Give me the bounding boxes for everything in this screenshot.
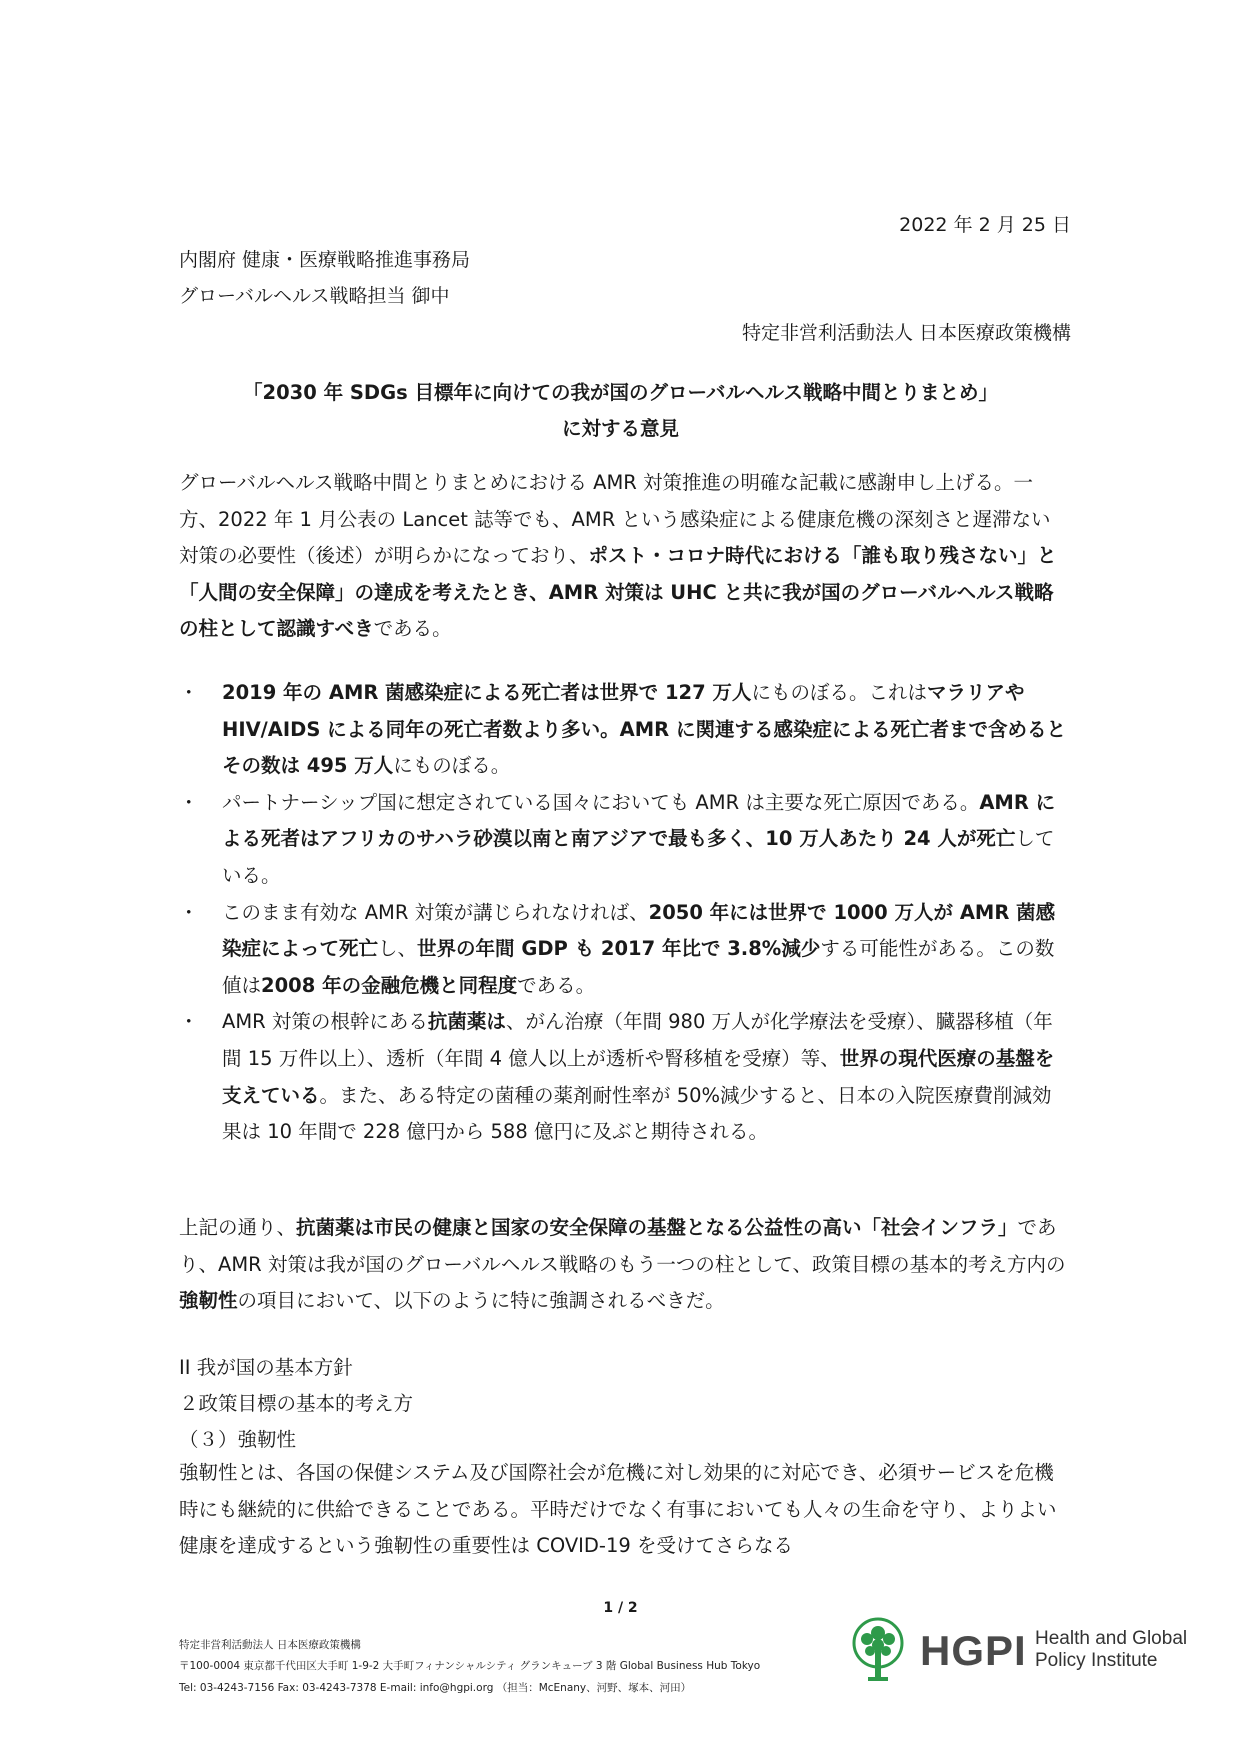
- bullet-3-bold-1: 2050 年には世界で 1000 万人が AMR 菌感染症によって死亡: [222, 900, 1056, 961]
- intro-bold: ポスト・コロナ時代における「誰も取り残さない」と「人間の安全保障」の達成を考えたとき、AMR 対策は UHC と共に我が国のグローバルヘルス戦略の柱として認識すべき: [179, 544, 1057, 641]
- section-body: 強靭性とは、各国の保健システム及び国際社会が危機に対し効果的に対応でき、必須サービスを危機時にも継続的に供給できることである。平時だけでなく有事においても人々の生命を守り、よりよい健康を達成するという強靭性の重要性は COVID-19 を受けてさらなる: [179, 1461, 1057, 1558]
- intro-text-1: グローバルヘルス戦略中間とりまとめにおける AMR 対策推進の明確な記載に感謝申し上げる。一方、2022 年 1 月公表の Lancet 誌等でも、AMR という感染症による健康危機の深刻さと遅滞ない対策の必要性（後述）が明らかになっており、: [179, 471, 1051, 568]
- bullet-3-text-1: このまま有効な AMR 対策が講じられなければ、: [222, 900, 649, 924]
- footer-address: 〒100-0004 東京都千代田区大手町 1-9-2 大手町フィナンシャルシティ グランキューブ 3 階 Global Business Hub Tokyo: [179, 1660, 761, 1672]
- list-item: [179, 895, 1069, 1005]
- section-heading-2: ２政策目標の基本的考え方: [179, 1392, 414, 1415]
- footer-org: 特定非営利活動法人 日本医療政策機構: [179, 1639, 361, 1651]
- bullet-3-text-2: し、: [378, 937, 418, 961]
- bullet-2-bold-1: AMR による死者はアフリカのサハラ砂漠以南と南アジアで最も多く、10 万人あたり 24 人が死亡: [222, 790, 1056, 851]
- bullet-4-text-1: AMR 対策の根幹にある: [222, 1010, 428, 1034]
- tree-mark-icon: [854, 1619, 902, 1681]
- logo-subtitle-1: Health and Global: [1035, 1628, 1188, 1649]
- logo-wordmark: HGPI: [920, 1627, 1027, 1674]
- addressee-line-2: グローバルヘルス戦略担当 御中: [179, 285, 450, 307]
- conclusion-paragraph: [179, 1210, 1069, 1320]
- bullet-marker: ・: [179, 681, 199, 704]
- document-title: [179, 375, 1062, 447]
- section-heading-3: （３）強靭性: [179, 1428, 297, 1451]
- bullet-marker: ・: [179, 1010, 199, 1034]
- bullet-marker: ・: [179, 900, 199, 924]
- bullet-3-bold-2: 世界の年間 GDP も 2017 年比で 3.8%減少: [417, 937, 821, 961]
- bullet-2-text-2: している。: [222, 827, 1055, 887]
- bullet-1-text-1: にものぼる。これは: [751, 681, 927, 704]
- bullet-1-bold-2: マラリアや HIV/AIDS による同年の死亡者数より多い。AMR に関連する感染症による死亡者まで含めるとその数は 495 万人: [222, 681, 1066, 778]
- conclusion-text-1: 上記の通り、: [179, 1216, 297, 1239]
- list-item: [179, 785, 1069, 895]
- conclusion-bold-1: 抗菌薬は市民の健康と国家の安全保障の基盤となる公益性の高い「社会インフラ」: [296, 1216, 1018, 1239]
- intro-text-2: である。: [373, 617, 452, 641]
- conclusion-bold-2: 強靭性: [179, 1289, 238, 1313]
- section-heading-1: II 我が国の基本方針: [179, 1356, 353, 1379]
- conclusion-text-2: であり、AMR 対策は我が国のグローバルヘルス戦略のもう一つの柱として、政策目標の基本的考え方内の: [179, 1216, 1066, 1276]
- bullet-4-text-2: 、がん治療（年間 980 万人が化学療法を受療）、臓器移植（年間 15 万件以上）、透析（年間 4 億人以上が透析や腎移植を受療）等、: [222, 1010, 1053, 1070]
- bullet-1-text-2: にものぼる。: [393, 754, 511, 778]
- title-line-1: 「2030 年 SDGs 目標年に向けての我が国のグローバルヘルス戦略中間とりまとめ」: [243, 381, 998, 404]
- bullet-3-bold-3: 2008 年の金融危機と同程度: [261, 973, 518, 997]
- sender-organization: 特定非営利活動法人 日本医療政策機構: [741, 322, 1071, 344]
- bullet-1-bold-1: 2019 年の AMR 菌感染症による死亡者は世界で 127 万人: [222, 681, 752, 704]
- footer-contact: Tel: 03-4243-7156 Fax: 03-4243-7378 E-mail: info@hgpi.org （担当：McEnany、河野、塚本、河田）: [179, 1682, 692, 1694]
- bullet-marker: ・: [179, 790, 199, 814]
- title-line-2: に対する意見: [561, 417, 679, 440]
- bullet-list: [179, 675, 1069, 1151]
- addressee-line-1: 内閣府 健康・医療戦略推進事務局: [179, 249, 471, 271]
- conclusion-text-3: の項目において、以下のように特に強調されるべきだ。: [237, 1289, 725, 1313]
- document-date: 2022 年 2 月 25 日: [899, 214, 1071, 236]
- bullet-4-bold-2: 世界の現代医療の基盤を支えている: [222, 1046, 1055, 1107]
- bullet-3-text-3: する可能性がある。この数値は: [222, 937, 1055, 997]
- bullet-4-text-3: 。また、ある特定の菌種の薬剤耐性率が 50%減少すると、日本の入院医療費削減効果は 10 年間で 228 億円から 588 億円に及ぶと期待される。: [222, 1083, 1052, 1144]
- logo-subtitle-2: Policy Institute: [1035, 1650, 1158, 1671]
- list-item: [179, 675, 1069, 785]
- bullet-3-text-4: である。: [517, 973, 596, 997]
- list-item: [179, 1004, 1069, 1150]
- page-number: 1 / 2: [603, 1600, 638, 1616]
- bullet-4-bold-1: 抗菌薬は: [427, 1010, 506, 1034]
- intro-paragraph: [179, 465, 1069, 648]
- bullet-2-text-1: パートナーシップ国に想定されている国々においても AMR は主要な死亡原因である。: [222, 790, 980, 814]
